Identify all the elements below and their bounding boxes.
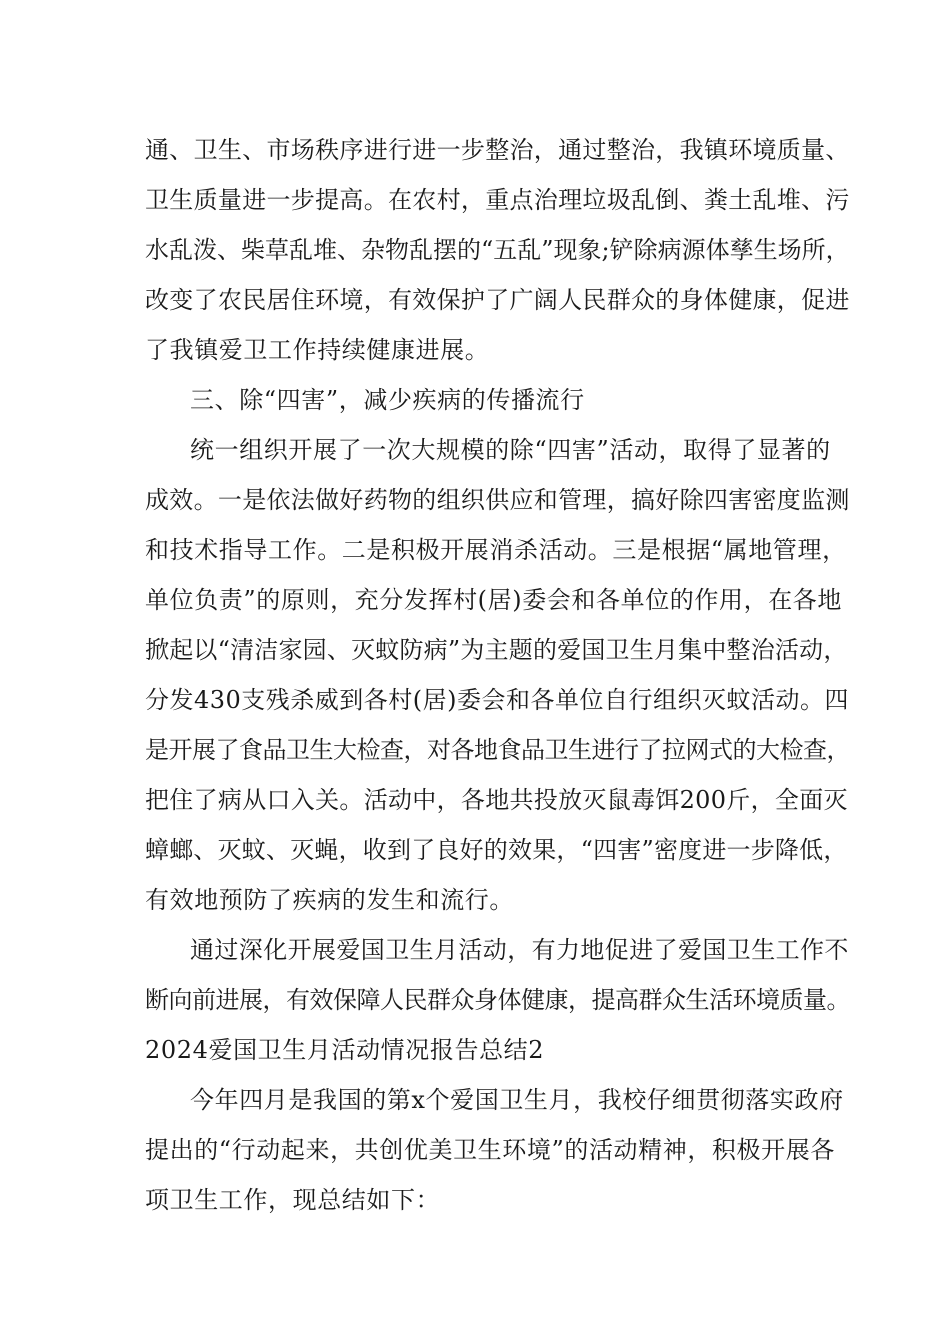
- text-line: 把住了病从口入关。活动中，各地共投放灭鼠毒饵200斤，全面灭: [145, 786, 848, 814]
- text-line: 通、卫生、市场秩序进行进一步整治，通过整治，我镇环境质量、: [145, 136, 850, 164]
- text-line: 通过深化开展爱国卫生月活动，有力地促进了爱国卫生工作不: [190, 936, 849, 964]
- text-line: 蟑螂、灭蚊、灭蝇，收到了良好的效果，“四害”密度进一步降低，: [145, 836, 848, 864]
- text-line: 了我镇爱卫工作持续健康进展。: [145, 336, 490, 364]
- text-line: 今年四月是我国的第x个爱国卫生月，我校仔细贯彻落实政府: [190, 1086, 844, 1114]
- text-line: 成效。一是依法做好药物的组织供应和管理，搞好除四害密度监测: [145, 486, 850, 514]
- text-line: 有效地预防了疾病的发生和流行。: [145, 886, 514, 914]
- section-heading: 三、除“四害”，减少疾病的传播流行: [190, 386, 585, 414]
- text-line: 水乱泼、柴草乱堆、杂物乱摆的“五乱”现象;铲除病源体孳生场所，: [145, 236, 850, 264]
- text-line: 分发430支残杀威到各村(居)委会和各单位自行组织灭蚊活动。四: [145, 686, 850, 714]
- text-line: 单位负责”的原则，充分发挥村(居)委会和各单位的作用，在各地: [145, 586, 842, 614]
- text-line: 和技术指导工作。二是积极开展消杀活动。三是根据“属地管理，: [145, 536, 847, 564]
- text-line: 统一组织开展了一次大规模的除“四害”活动，取得了显著的: [190, 436, 831, 464]
- text-line: 提出的“行动起来，共创优美卫生环境”的活动精神，积极开展各: [145, 1136, 835, 1164]
- text-line: 改变了农民居住环境，有效保护了广阔人民群众的身体健康，促进: [145, 286, 850, 314]
- text-line: 是开展了食品卫生大检查，对各地食品卫生进行了拉网式的大检查，: [145, 736, 850, 764]
- text-line: 断向前进展，有效保障人民群众身体健康，提高群众生活环境质量。: [145, 986, 850, 1014]
- text-line: 项卫生工作，现总结如下：: [145, 1186, 441, 1214]
- text-line: 卫生质量进一步提高。在农村，重点治理垃圾乱倒、粪土乱堆、污: [145, 186, 850, 214]
- report-title: 2024爱国卫生月活动情况报告总结2: [145, 1036, 545, 1064]
- text-line: 掀起以“清洁家园、灭蚊防病”为主题的爱国卫生月集中整治活动，: [145, 636, 848, 664]
